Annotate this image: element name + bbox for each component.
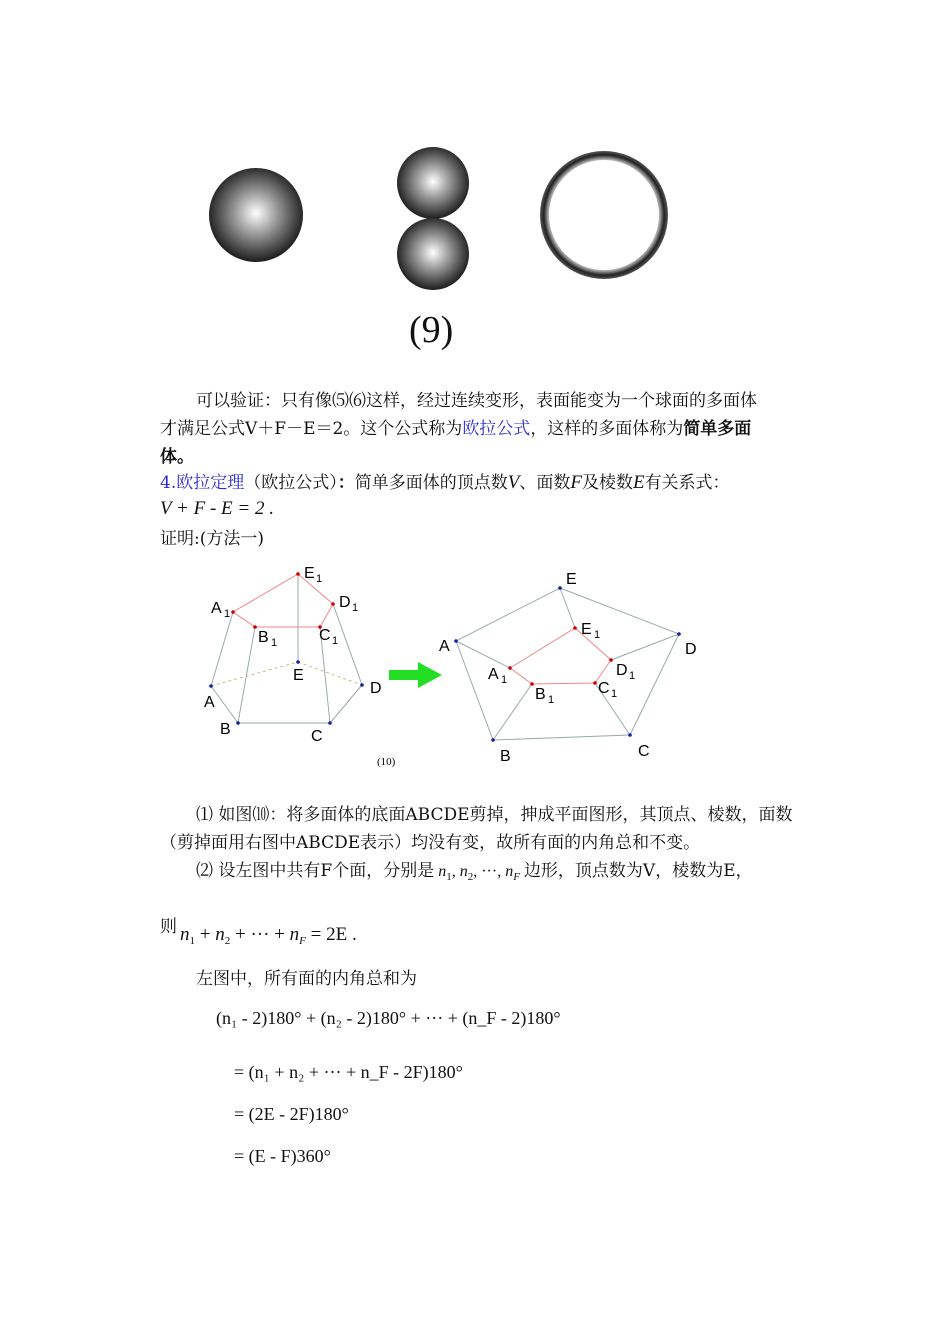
angle-sum-intro: 左图中，所有面的内角总和为 [196,969,417,989]
para1-line1: 可以验证：只有像⑸⑹这样，经过连续变形，表面能变为一个球面的多面体 [196,391,757,411]
step2-then: 则 [160,917,177,937]
angle-sum-line3: = (2E - 2F)180° [234,1104,349,1124]
figure-9-label: (9) [409,309,454,351]
svg-text:1: 1 [611,688,618,700]
theorem-name: 欧拉定理 [176,473,245,493]
svg-text:1: 1 [271,637,278,649]
label-B1: B [258,629,269,646]
angle-sum-line4: = (E - F)360° [234,1146,331,1166]
net-label-B: B [500,748,511,765]
sphere-single [209,168,303,262]
sphere-top [397,147,469,219]
svg-text:1: 1 [332,635,339,647]
svg-text:1: 1 [594,629,601,641]
angle-sum-line2: = (n₁ + n₂ + ··· + n_F - 2F)180° [234,1062,463,1082]
sphere-bottom [397,218,469,290]
label-D: D [370,680,382,697]
net-label-C1: C [598,680,610,697]
svg-text:1: 1 [548,694,555,706]
label-D1: D [339,594,351,611]
net-label-A: A [439,638,450,655]
svg-text:1: 1 [629,670,636,682]
right-net [456,588,679,740]
label-A: A [204,694,215,711]
svg-text:1: 1 [352,602,359,614]
step2-equation: $n_1 + n_2$ + ··· + $n_F = 2E$ . [180,924,357,947]
figure-9-spheres [0,140,950,300]
step2-line1: ⑵ 设左图中共有F个面，分别是 $n_1$, $n_2$, ···, $n_F$ 边形，顶点数为V，棱数为E， [196,861,753,883]
para1-line2: 才满足公式V＋F－E＝2。这个公式称为欧拉公式，这样的多面体称为简单多面 [160,419,752,439]
step1-line2: （剪掉面用右图中ABCDE表示）均没有变，故所有面的内角总和不变。 [160,833,701,853]
euler-formula-link: 欧拉公式 [462,419,531,439]
figure-10-caption: (10) [377,756,396,768]
theorem-line: 4.欧拉定理（欧拉公式）：简单多面体的顶点数V、面数F及棱数E有关系式： [160,472,730,493]
label-C1: C [319,627,331,644]
label-C: C [311,728,323,745]
label-E: E [293,667,304,684]
net-label-B1: B [535,686,546,703]
figure-10-diagram [0,560,950,780]
angle-sum-line1: (n₁ - 2)180° + (n₂ - 2)180° + ··· + (n_F - 2)180° [216,1008,561,1028]
step1-line1: ⑴ 如图⑽：将多面体的底面ABCDE剪掉，抻成平面图形，其顶点、棱数，面数 [196,805,793,825]
net-label-E: E [566,571,577,588]
svg-text:1: 1 [224,608,231,620]
net-label-D: D [685,641,697,658]
svg-text:1: 1 [501,674,508,686]
label-B: B [220,721,231,738]
net-label-C: C [638,743,650,760]
svg-text:1: 1 [316,573,323,585]
label-A1: A [211,600,222,617]
arrow-icon [389,662,442,688]
net-label-D1: D [616,662,628,679]
theorem-formula: V + F - E = 2 . [160,498,274,519]
label-E1: E [304,565,315,582]
para1-line3: 体。 [160,447,194,467]
proof-title: 证明:(方法一) [160,529,264,549]
net-label-A1: A [488,666,499,683]
net-label-E1: E [581,621,592,638]
